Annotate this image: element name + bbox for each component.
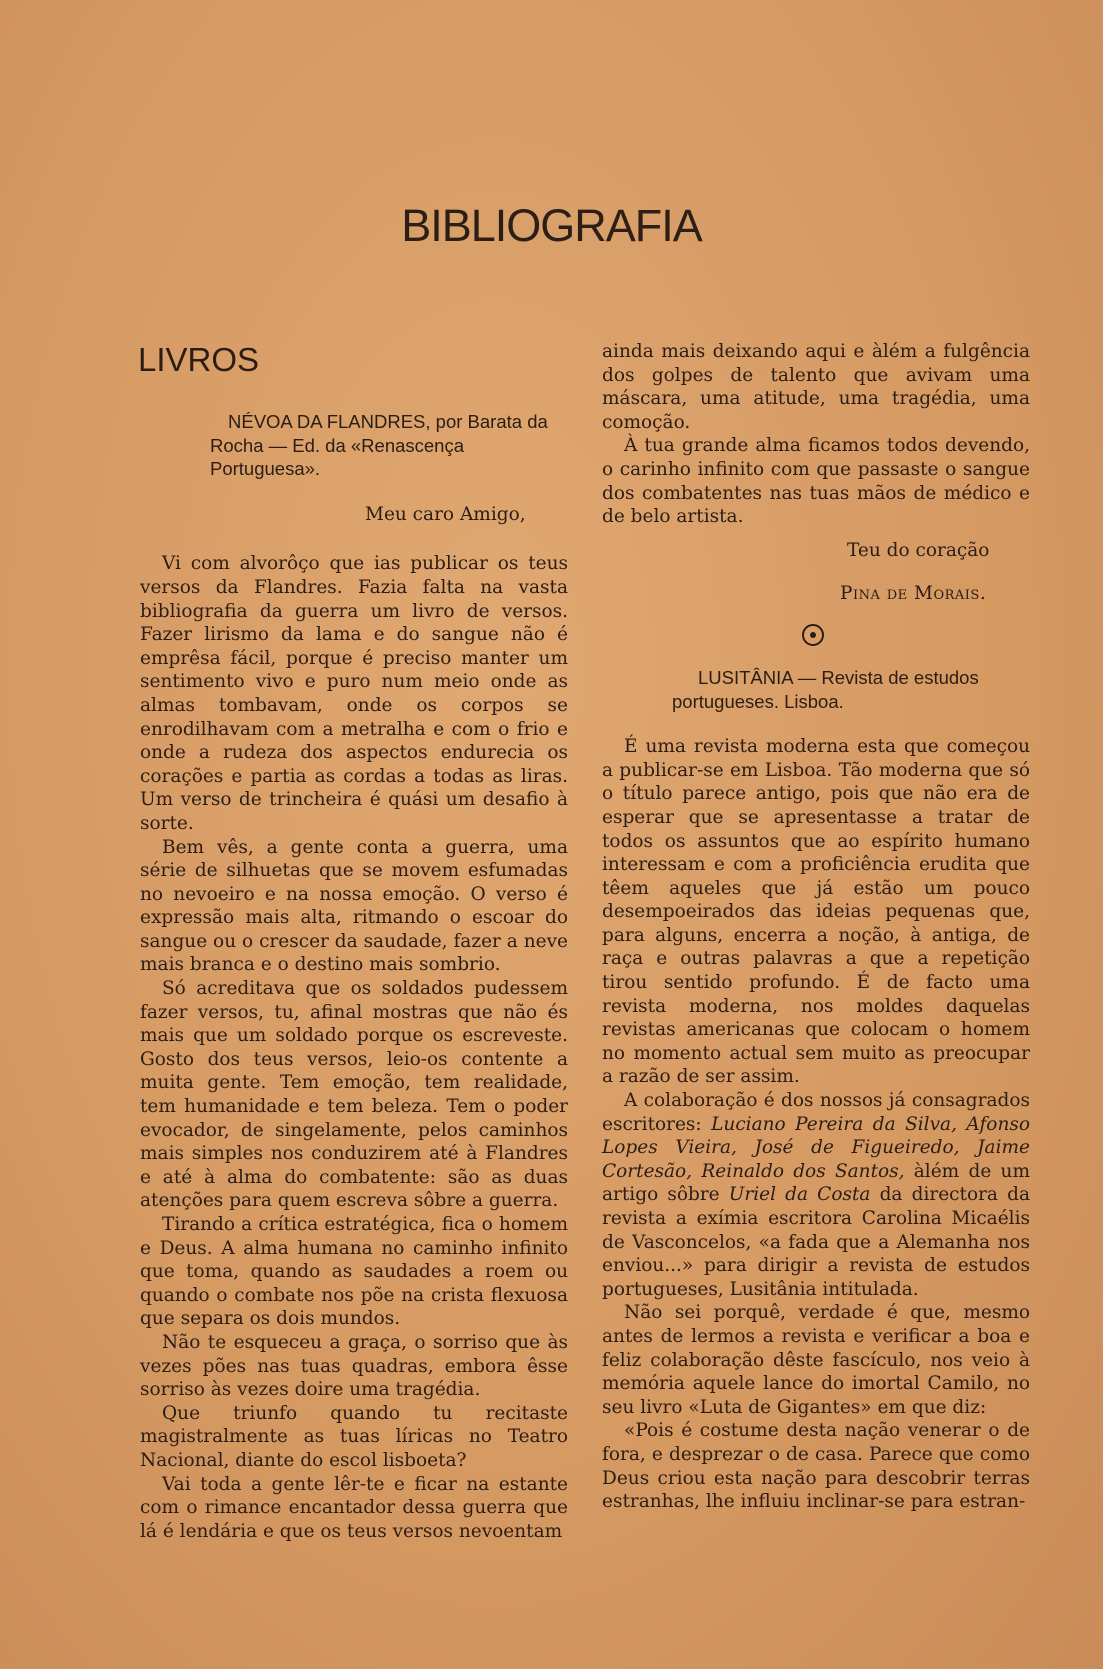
text-span: àlém de um artigo sôbre — [602, 1160, 1030, 1206]
paragraph: Tirando a crítica estratégica, fica o homem e Deus. A alma humana no caminho infinito que toma, quando as saudades a roem ou quando o combate nos põe na crista flexuosa que separa os dois mundos. — [140, 1214, 568, 1330]
left-column — [140, 340, 568, 1543]
page-title: BIBLIOGRAFIA — [401, 200, 702, 251]
paragraph: Vai toda a gente lêr-te e ficar na estante com o rimance encantador dessa guerra que lá é lendária e que os teus versos nevoentam — [140, 1473, 568, 1542]
paragraph: Vi com alvorôço que ias publicar os teus versos da Flandres. Fazia falta na vasta bibliografia da guerra um livro de versos. Fazer lirismo da lama e do sangue não é emprêsa fácil, porque é preciso manter um sentimento vivo e puro num meio onde as almas tombavam, onde os corpos se enrodilhavam com a metralha e com o frio e onde a rudeza dos aspectos endurecia os corações e partia as cordas a todas as liras. Um verso de trincheira é quási um desafio à sorte. — [140, 553, 568, 834]
right-column — [602, 340, 1030, 1514]
text-span: A colaboração é dos nossos já consagrados escritores: — [602, 1090, 1030, 1135]
paragraph — [602, 1089, 1030, 1301]
review-heading: LUSITÂNIA — Revista de estudos portugueses. Lisboa. — [672, 666, 979, 712]
paragraph: «Pois é costume desta nação venerar o de fora, e desprezar o de casa. Parece que como Deus criou esta nação para descobrir terras estranhas, lhe influiu inclinar-se para estran- — [602, 1420, 1030, 1513]
signature: Pina de Morais. — [840, 583, 987, 605]
paragraph: Que triunfo quando tu recitaste magistralmente as tuas líricas no Teatro Nacional, diante do escol lisboeta? — [140, 1402, 568, 1471]
paragraph: Só acreditava que os soldados pudessem fazer versos, tu, afinal mostras que não és mais que um soldado porque os escreveste. Gosto dos teus versos, leio-os contente a muita gente. Tem emoção, tem realidade, tem humanidade e tem beleza. Tem o poder evocador, de singelamente, pelos caminhos mais simples nos conduzirem até à Flandres e até à alma do combatente: são as duas atenções para quem escreva sôbre a guerra. — [140, 978, 568, 1212]
paragraph: É uma revista moderna esta que começou a publicar-se em Lisboa. Tão moderna que só o título parece antigo, pois que não era de esperar que se apresentasse a tratar de todos os assuntos que ao espírito humano interessam e com a proficiência erudita que têem aqueles que já estão um pouco desempoeirados das ideias pequenas que, para alguns, encerra a noção, à antiga, de raça e outras palavras a que a repetição tirou sentido profundo. É de facto uma revista moderna, nos moldes daquelas revistas americanas que colocam o homem no momento actual sem muito as preocupar a razão de ser assim. — [602, 736, 1030, 1088]
salutation: Meu caro Amigo, — [365, 503, 526, 525]
paragraph: Não sei porquê, verdade é que, mesmo antes de lermos a revista e verificar a boa e feliz colaboração dêste fascículo, nos veio à memória aquele lance do imortal Camilo, no seu livro «Luta de Gigantes» em que diz: — [602, 1302, 1030, 1418]
ornament-circle-icon — [802, 624, 824, 646]
author-names: Luciano Pereira da Silva, Afonso Lopes Vieira, José de Figueiredo, Jaime Cortesão, Reinaldo dos Santos, — [602, 1113, 1030, 1182]
section-heading: LIVROS — [138, 341, 260, 378]
paragraph: À tua grande alma ficamos todos devendo, o carinho infinito com que passaste o sangue dos combatentes nas tuas mãos de médico e de belo artista. — [602, 435, 1030, 528]
paragraph: Bem vês, a gente conta a guerra, uma série de silhuetas que se movem esfumadas no nevoeiro e na nossa emoção. O verso é expressão mais alta, ritmando o escoar do sangue ou o crescer da saudade, fazer a neve mais branca e o destino mais sombrio. — [140, 836, 568, 976]
text-span: da directora da revista a exímia escritora Carolina Micaélis de Vasconcelos, «a fada que a Alemanha nos enviou...» para dirigir a revista de estudos portugueses, Lusitânia intitulada. — [602, 1184, 1030, 1300]
paragraph: Não te esqueceu a graça, o sorriso que às vezes pões nas tuas quadras, embora êsse sorriso às vezes doire uma tragédia. — [140, 1331, 568, 1401]
paragraph: ainda mais deixando aqui e àlém a fulgência dos golpes de talento que avivam uma máscara, uma atitude, uma tragédia, uma comoção. — [602, 341, 1030, 433]
book-heading: NÉVOA DA FLANDRES, por Barata da Rocha — Ed. da «Renascença Portuguesa». — [210, 411, 548, 480]
closing: Teu do coração — [847, 539, 990, 561]
author-name: Uriel da Costa — [728, 1184, 871, 1206]
